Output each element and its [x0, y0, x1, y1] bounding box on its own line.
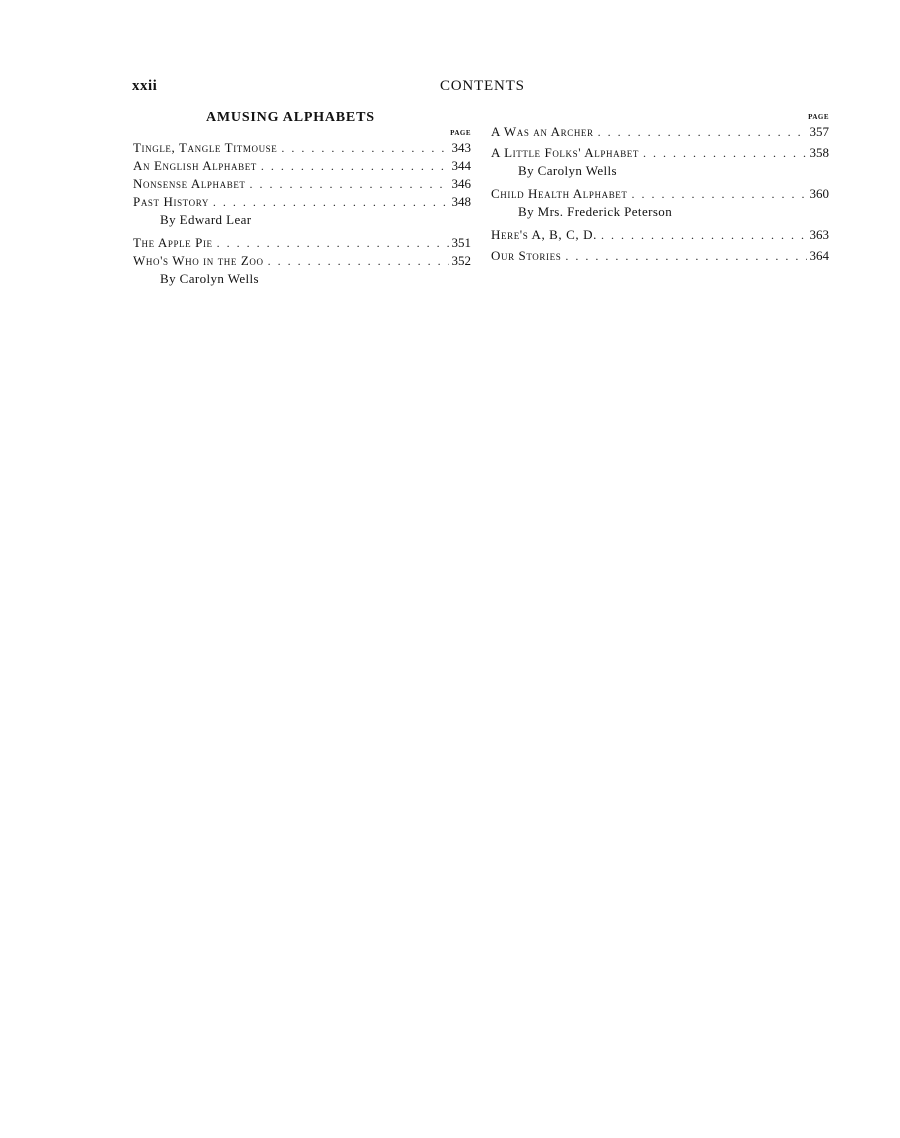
leader-dots — [639, 145, 807, 162]
toc-left-column — [133, 127, 471, 287]
toc-entry-page: 357 — [809, 124, 829, 139]
toc-entry-title: Past History — [133, 194, 209, 209]
toc-entry — [133, 193, 471, 211]
toc-entry — [133, 252, 471, 270]
toc-entry-title: Nonsense Alphabet — [133, 176, 246, 191]
leader-dots — [209, 194, 449, 211]
toc-entry-author: By Mrs. Frederick Peterson — [518, 204, 673, 219]
leader-dots — [264, 253, 449, 270]
toc-entry — [491, 144, 829, 162]
toc-entry-title: The Apple Pie — [133, 235, 213, 250]
toc-entry-page: 351 — [451, 235, 471, 250]
toc-entry-page: 360 — [809, 186, 829, 201]
toc-entry — [491, 123, 829, 141]
section-title: AMUSING ALPHABETS — [206, 110, 375, 125]
toc-entry — [133, 175, 471, 193]
toc-entry-page: 363 — [809, 227, 829, 242]
running-head: CONTENTS — [440, 78, 525, 94]
toc-entry — [133, 157, 471, 175]
toc-entry-title: Here's A, B, C, D. — [491, 227, 597, 242]
toc-entry — [491, 226, 829, 244]
leader-dots — [597, 227, 807, 244]
page-column-label: PAGE — [450, 129, 471, 137]
toc-entry — [491, 247, 829, 265]
toc-entry-page: 352 — [451, 253, 471, 268]
toc-entry-title: A Little Folks' Alphabet — [491, 145, 639, 160]
toc-entry-title: An English Alphabet — [133, 158, 257, 173]
leader-dots — [628, 186, 808, 203]
toc-entry-author: By Carolyn Wells — [518, 163, 617, 178]
toc-entry-page: 358 — [809, 145, 829, 160]
leader-dots — [257, 158, 449, 175]
toc-entry-page: 346 — [451, 176, 471, 191]
toc-entry-title: Our Stories — [491, 248, 562, 263]
toc-right-column — [491, 111, 829, 265]
toc-entry-title: Child Health Alphabet — [491, 186, 628, 201]
toc-entry-title: Who's Who in the Zoo — [133, 253, 264, 268]
toc-entry-page: 348 — [451, 194, 471, 209]
page-column-label: PAGE — [808, 113, 829, 121]
toc-entry-page: 364 — [809, 248, 829, 263]
page-number: xxii — [132, 78, 158, 94]
leader-dots — [277, 140, 449, 157]
toc-entry-page: 343 — [451, 140, 471, 155]
toc-entry-author: By Edward Lear — [160, 212, 252, 227]
leader-dots — [561, 248, 807, 265]
toc-entry-author: By Carolyn Wells — [160, 271, 259, 286]
leader-dots — [213, 235, 449, 252]
toc-entry — [133, 139, 471, 157]
toc-entry — [491, 185, 829, 203]
toc-entry-title: A Was an Archer — [491, 124, 594, 139]
toc-entry — [133, 234, 471, 252]
leader-dots — [246, 176, 449, 193]
leader-dots — [594, 124, 807, 141]
toc-entry-title: Tingle, Tangle Titmouse — [133, 140, 278, 155]
toc-entry-page: 344 — [451, 158, 471, 173]
